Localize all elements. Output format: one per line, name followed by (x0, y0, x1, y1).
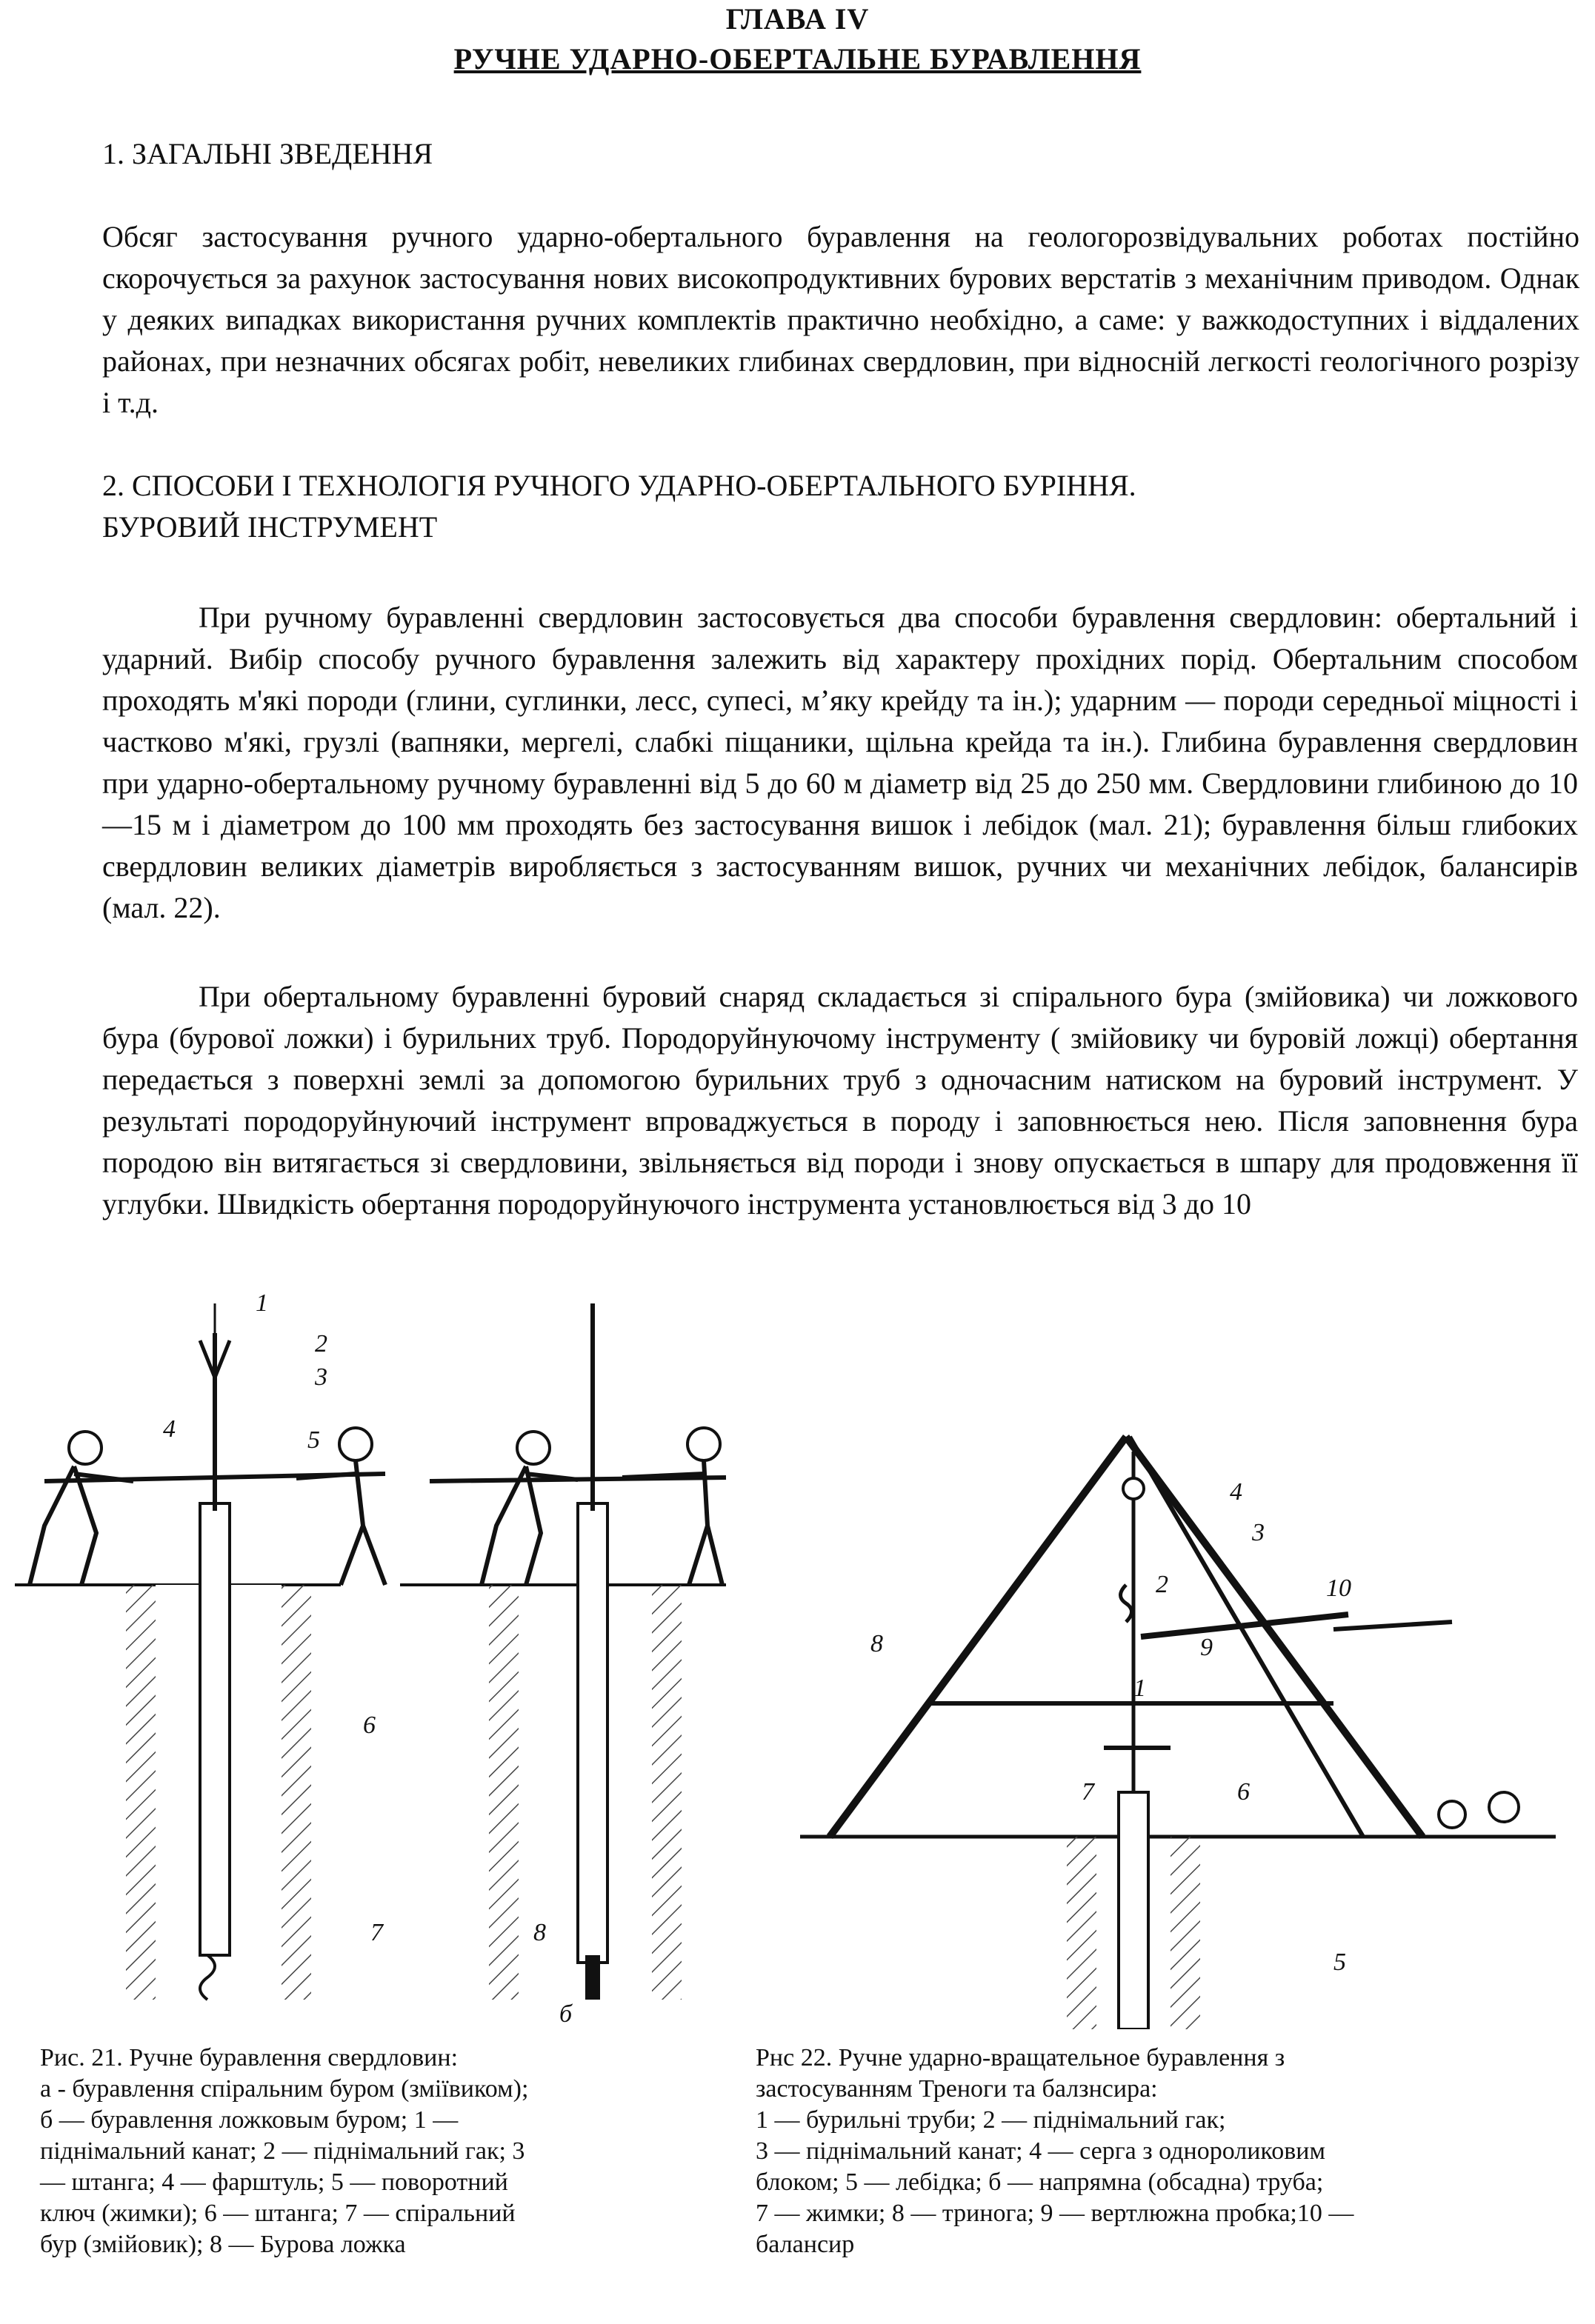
figure-21-scene-a (15, 1289, 385, 2000)
caption-line: а - буравлення спіральним буром (зміївиком); (40, 2075, 529, 2103)
figure-21-label-1: 1 (256, 1289, 268, 1317)
caption-line: б — буравлення ложковым буром; 1 — (40, 2106, 459, 2134)
figure-21-label-8: 8 (533, 1919, 546, 1946)
section-2-heading-line-1: 2. СПОСОБИ І ТЕХНОЛОГІЯ РУЧНОГО УДАРНО-ОБЕРТАЛЬНОГО БУРІННЯ. (102, 469, 1136, 502)
caption-line: 1 — бурильні труби; 2 — піднімальний гак; (756, 2106, 1226, 2134)
section-2-heading-line-2: БУРОВИЙ ІНСТРУМЕНТ (102, 510, 438, 544)
figure-21-drawing (15, 1289, 741, 2029)
figure-21-label-4: 4 (163, 1415, 176, 1443)
figure-22-label-2: 2 (1156, 1571, 1168, 1598)
caption-line: ключ (жимки); 6 — штанга; 7 — спіральний (40, 2200, 516, 2227)
figure-21-label-5: 5 (307, 1426, 320, 1454)
caption-line: бур (змійовик); 8 — Бурова ложка (40, 2231, 406, 2258)
figure-22-caption (756, 2043, 1516, 2260)
caption-line: блоком; 5 — лебідка; б — напрямна (обсадна) труба; (756, 2168, 1324, 2196)
caption-line: — штанга; 4 — фарштуль; 5 — поворотний (40, 2168, 508, 2196)
chapter-title: РУЧНЕ УДАРНО-ОБЕРТАЛЬНЕ БУРАВЛЕННЯ (453, 42, 1142, 76)
caption-line: Рис. 21. Ручне буравлення свердловин: (40, 2044, 459, 2071)
figure-21-label-7: 7 (370, 1919, 383, 1946)
figure-22-label-9: 9 (1200, 1634, 1213, 1661)
figure-22-label-10: 10 (1326, 1575, 1351, 1602)
figure-22-label-7: 7 (1082, 1778, 1094, 1806)
caption-line: 3 — піднімальний канат; 4 — серга з однороликовим (756, 2137, 1325, 2165)
figure-21-label-b: б (559, 2000, 573, 2028)
section-2-paragraph-2: При обертальному буравленні буровий снаряд складається зі спірального бура (змійовика) чи ложкового бура (бурової ложки) і бурильних труб. Породоруйнуючому інструменту ( змійовику чи буровій ложці) обертання передається з поверхні землі за допомогою бурильних труб з одночасним натиском на буровий інструмент. У результаті породоруйнуючий інструмент впроваджується в породу і заповнюється нею. Після заповнення бура породою він витягається зі свердловини, звільняється від породи і знову опускається в шпару для продовження її углубки. Швидкість обертання породоруйнуючого інструмента установлюється від 3 до 10 (102, 980, 1578, 1221)
figure-21-scene-b (400, 1303, 726, 2028)
caption-line: піднімальний канат; 2 — піднімальний гак; 3 (40, 2137, 525, 2165)
figure-22-label-1: 1 (1133, 1674, 1146, 1702)
section-2-paragraph-1: При ручному буравленні свердловин застосовується два способи буравлення свердловин: обертальний і ударний. Вибір способу ручного буравлення залежить від характеру прохідних порід. Обертальним способом проходять м'які породи (глини, суглинки, лесс, супесі, м’яку крейду та ін.); ударним — породи середньої міцності і частково м'які, грузлі (вапняки, мергелі, слабкі піщаники, щільна крейда та ін.). Глибина буравлення свердловин при ударно-обертальному ручному буравленні від 5 до 60 м діаметр від 25 до 250 мм. Свердловини глибиною до 10—15 м і діаметром до 100 мм проходять без застосування вишок і лебідок (мал. 21); буравлення більш глибоких свердловин великих діаметрів виробляється з застосуванням вишок, ручних чи механічних лебідок, балансирів (мал. 22). (102, 601, 1578, 924)
figure-22-label-4: 4 (1230, 1478, 1242, 1506)
caption-line: застосуванням Треноги та балзнсира: (756, 2075, 1158, 2103)
figure-21-label-2: 2 (315, 1330, 327, 1358)
section-1-heading: 1. ЗАГАЛЬНІ ЗВЕДЕННЯ (102, 137, 433, 170)
figure-21-caption (40, 2043, 655, 2260)
figure-22-label-3: 3 (1252, 1519, 1265, 1546)
figure-21-label-3: 3 (315, 1363, 327, 1391)
figure-22-label-6: 6 (1237, 1778, 1250, 1806)
section-1-paragraph: Обсяг застосування ручного ударно-обертального буравлення на геологорозвідувальних роботах постійно скорочується за рахунок застосування нових високопродуктивних бурових верстатів з механічним приводом. Однак у деяких випадках використання ручних комплектів практично необхідно, а саме: у важкодоступних і віддалених районах, при незначних обсягах робіт, невеликих глибинах свердловин, при відносній легкості геологічного розрізу і т.д. (102, 220, 1579, 419)
caption-line: 7 — жимки; 8 — тринога; 9 — вертлюжна пробка;10 — (756, 2200, 1354, 2227)
figure-22-label-5: 5 (1333, 1949, 1346, 1976)
figure-22-drawing (756, 1422, 1571, 2029)
chapter-number: ГЛАВА IV (725, 2, 870, 36)
caption-line: балансир (756, 2231, 855, 2258)
caption-line: Рнс 22. Ручне ударно-вращательное буравлення з (756, 2044, 1285, 2071)
section-2-heading (102, 465, 1495, 548)
figure-22-label-8: 8 (870, 1630, 883, 1657)
figure-21-label-6: 6 (363, 1712, 376, 1739)
